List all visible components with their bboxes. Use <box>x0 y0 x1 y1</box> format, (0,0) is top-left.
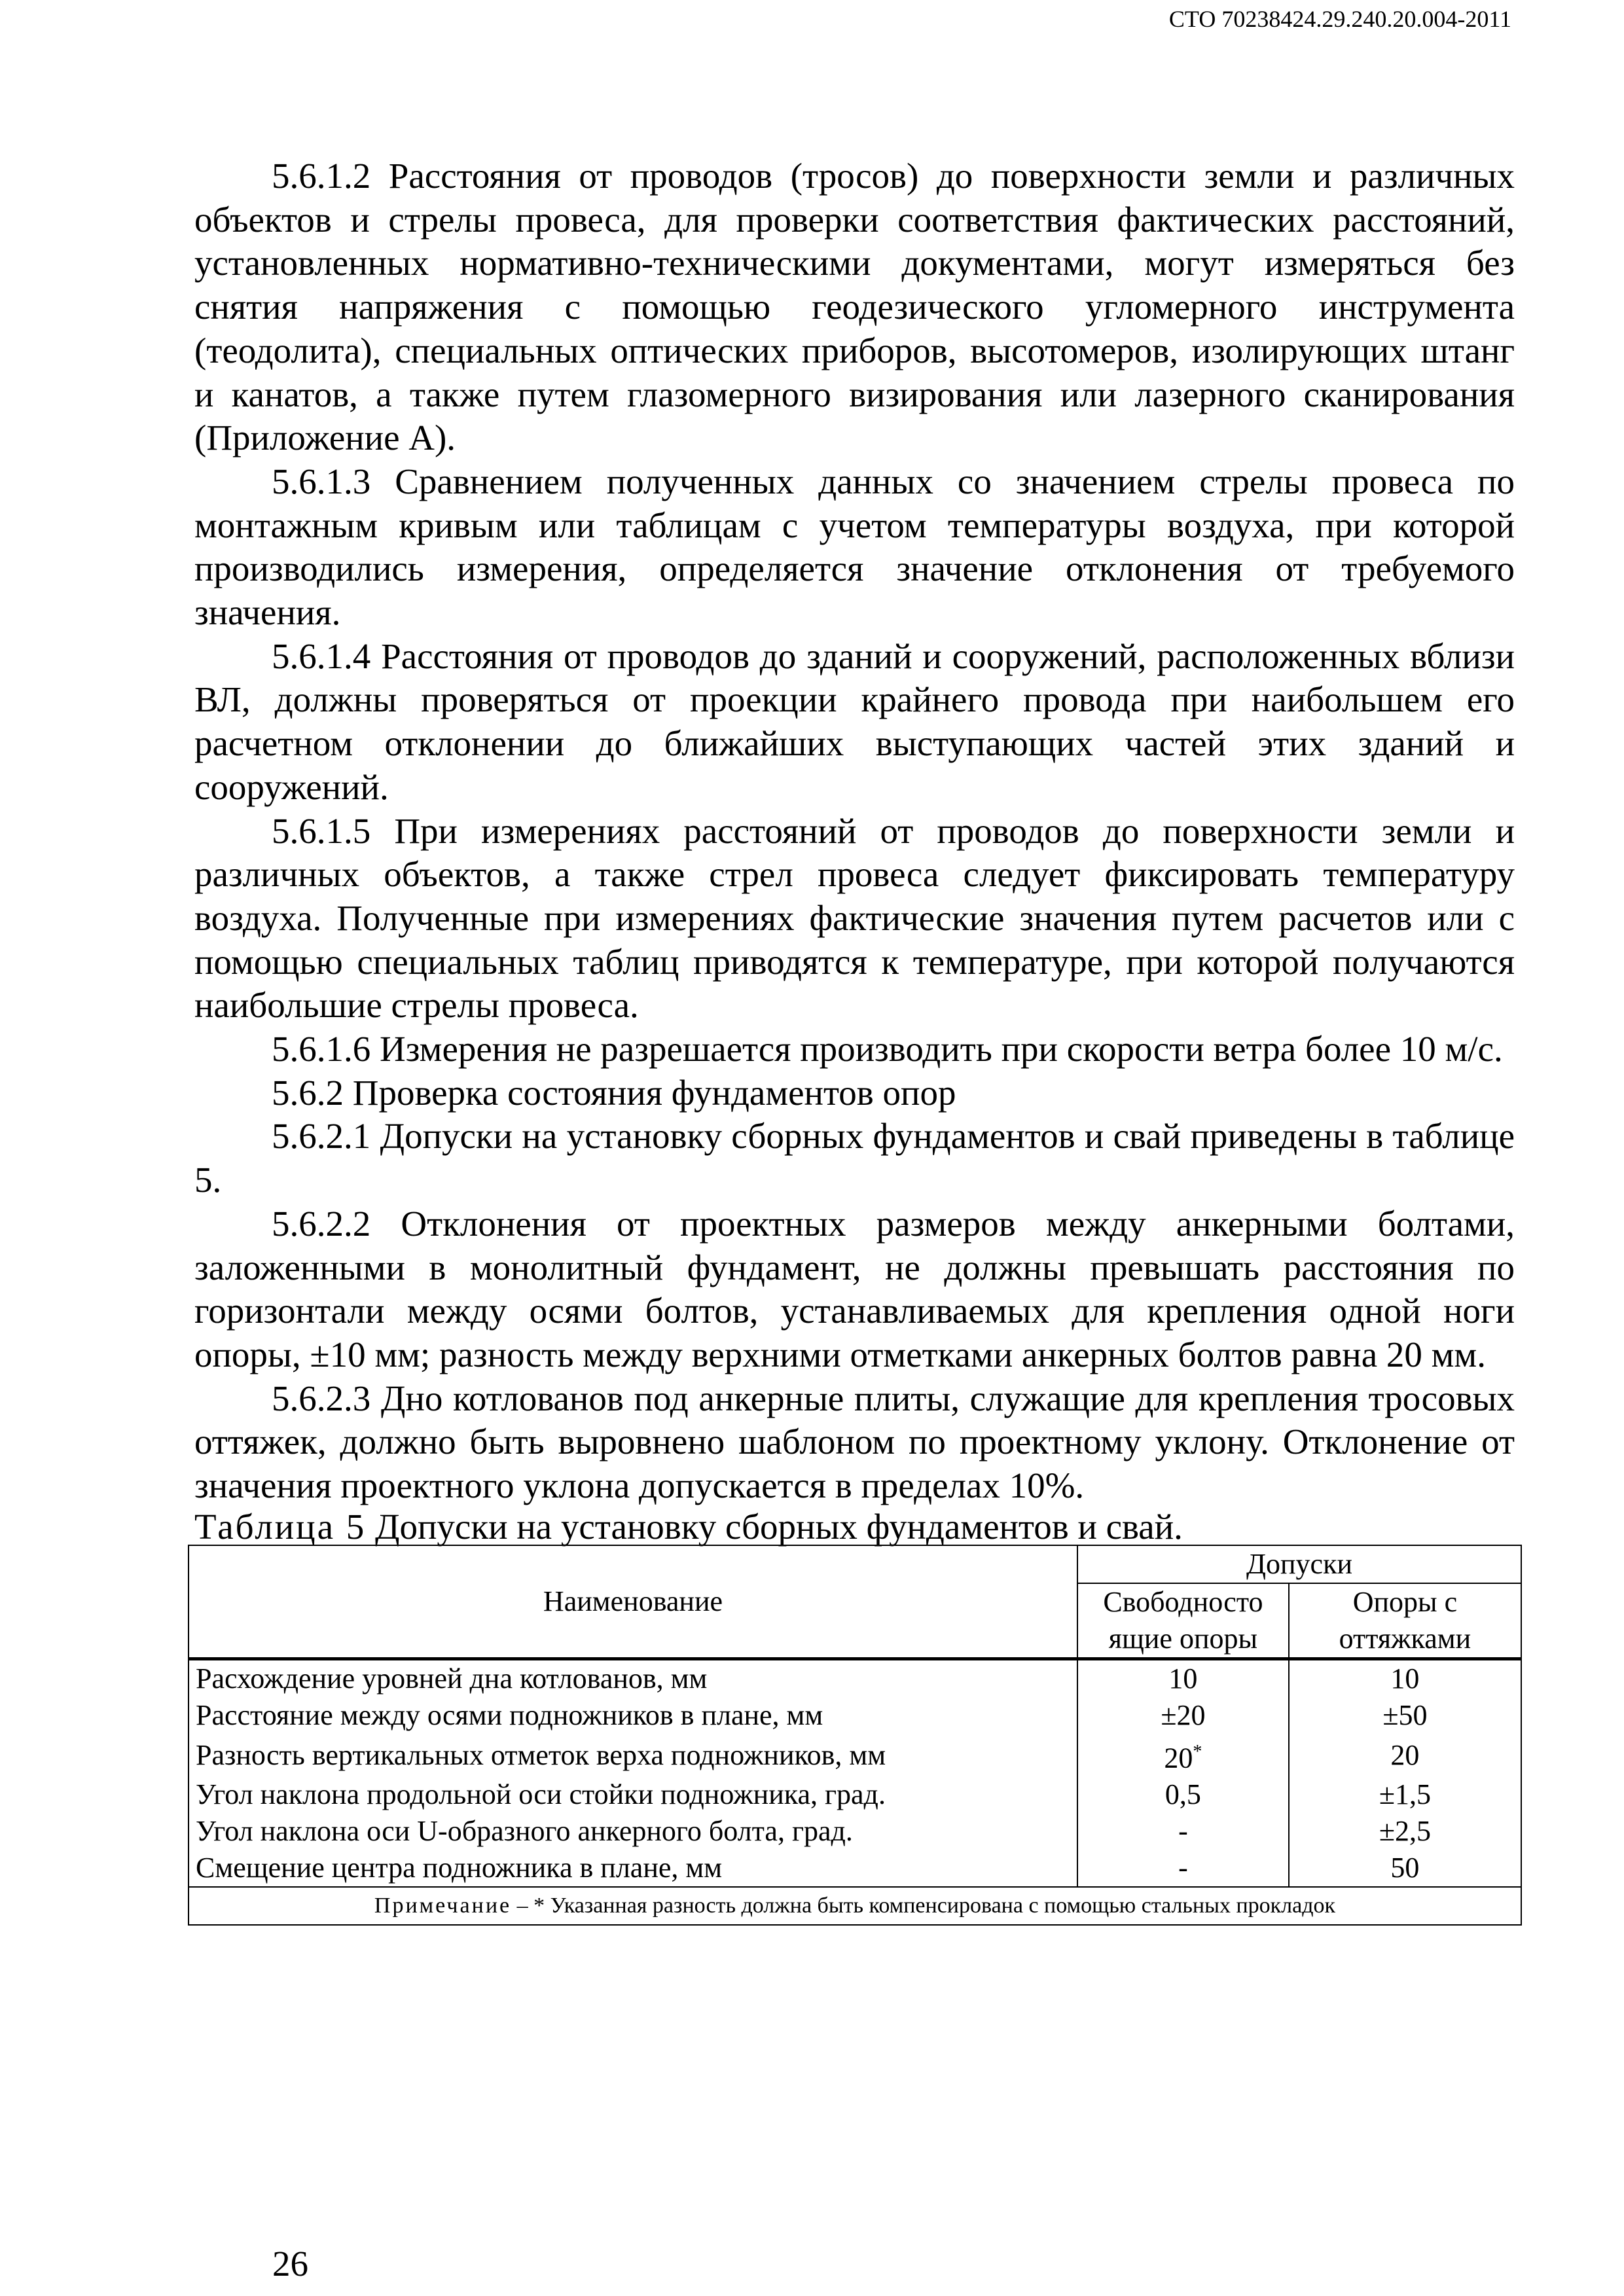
row-free-value: ±20 <box>1077 1697 1289 1734</box>
row-name: Смещение центра подножника в плане, мм <box>189 1850 1077 1887</box>
table-caption <box>194 1506 1515 1547</box>
tolerance-table <box>188 1545 1522 1926</box>
table-row <box>189 1850 1521 1887</box>
row-guyed-value: 50 <box>1289 1850 1521 1887</box>
document-body <box>194 154 1515 1926</box>
row-name: Разность вертикальных отметок верха подножников, мм <box>189 1734 1077 1777</box>
table-row <box>189 1734 1521 1777</box>
paragraph-5-6-2-3: 5.6.2.3 Дно котлованов под анкерные плиты, служащие для крепления тросовых оттяжек, должно быть выровнено шаблоном по проектному уклону. Отклонение от значения проектного уклона допускается в пределах 10%. <box>194 1378 1515 1506</box>
table-row <box>189 1697 1521 1734</box>
row-guyed-value: 20 <box>1289 1734 1521 1777</box>
page-number: 26 <box>272 2244 308 2284</box>
row-free-value: 10 <box>1077 1659 1289 1697</box>
row-name: Расхождение уровней дна котлованов, мм <box>189 1659 1077 1697</box>
paragraph-5-6-1-5: 5.6.1.5 При измерениях расстояний от проводов до поверхности земли и различных объектов, а также стрел провеса следует фиксировать температуру воздуха. Полученные при измерениях фактические значения путем расчетов или с помощью специальных таблиц приводятся к температуре, при которой получаются наибольшие стрелы провеса. <box>194 810 1515 1026</box>
row-free-value-text: 20 <box>1164 1742 1193 1774</box>
table-row <box>189 1659 1521 1697</box>
header-free-standing-1: Свободносто <box>1077 1583 1289 1621</box>
paragraph-5-6-2-2: 5.6.2.2 Отклонения от проектных размеров между анкерными болтами, заложенными в монолитный фундамент, не должны превышать расстояния по горизонтали между осями болтов, устанавливаемых для крепления одной ноги опоры, ±10 мм; разность между верхними отметками анкерных болтов равна 20 мм. <box>194 1203 1515 1374</box>
row-free-value: - <box>1077 1850 1289 1887</box>
document-code-header: СТО 70238424.29.240.20.004-2011 <box>1168 6 1511 32</box>
row-free-value <box>1077 1734 1289 1777</box>
row-guyed-value: ±1,5 <box>1289 1776 1521 1813</box>
table-row <box>189 1813 1521 1850</box>
table-note-label: Примечание <box>374 1893 512 1918</box>
header-guyed-2: оттяжками <box>1289 1621 1521 1659</box>
row-guyed-value: ±2,5 <box>1289 1813 1521 1850</box>
row-free-value: - <box>1077 1813 1289 1850</box>
row-name: Угол наклона оси U-образного анкерного болта, град. <box>189 1813 1077 1850</box>
row-guyed-value: ±50 <box>1289 1697 1521 1734</box>
row-free-value: 0,5 <box>1077 1776 1289 1813</box>
row-guyed-value: 10 <box>1289 1659 1521 1697</box>
paragraph-5-6-1-3: 5.6.1.3 Сравнением полученных данных со значением стрелы провеса по монтажным кривым или таблицам с учетом температуры воздуха, при которой производились измерения, определяется значение отклонения от требуемого значения. <box>194 461 1515 633</box>
table-note-text: – * Указанная разность должна быть компенсирована с помощью стальных прокладок <box>516 1893 1336 1918</box>
paragraph-5-6-2-1: 5.6.2.1 Допуски на установку сборных фундаментов и свай приведены в таблице 5. <box>194 1116 1515 1200</box>
table-row <box>189 1776 1521 1813</box>
row-name: Угол наклона продольной оси стойки подножника, град. <box>189 1776 1077 1813</box>
table-caption-text: Допуски на установку сборных фундаментов и свай. <box>374 1506 1183 1547</box>
header-free-standing-2: ящие опоры <box>1077 1621 1289 1659</box>
footnote-marker: * <box>1193 1741 1202 1762</box>
paragraph-5-6-1-2: 5.6.1.2 Расстояния от проводов (тросов) до поверхности земли и различных объектов и стрелы провеса, для проверки соответствия фактических расстояний, установленных нормативно-техническими документами, могут измеряться без снятия напряжения с помощью геодезического угломерного инструмента (теодолита), специальных оптических приборов, высотомеров, изолирующих штанг и канатов, а также путем глазомерного визирования или лазерного сканирования (Приложение А). <box>194 156 1515 458</box>
paragraph-5-6-1-6: 5.6.1.6 Измерения не разрешается производить при скорости ветра более 10 м/с. <box>272 1029 1503 1069</box>
row-name: Расстояние между осями подножников в плане, мм <box>189 1697 1077 1734</box>
header-guyed-1: Опоры с <box>1289 1583 1521 1621</box>
table-note-row <box>189 1887 1521 1925</box>
section-heading-5-6-2: 5.6.2 Проверка состояния фундаментов опор <box>272 1072 956 1113</box>
paragraph-5-6-1-4: 5.6.1.4 Расстояния от проводов до зданий и сооружений, расположенных вблизи ВЛ, должны проверяться от проекции крайнего провода при наибольшем его расчетном отклонении до ближайших выступающих частей этих зданий и сооружений. <box>194 636 1515 807</box>
header-name: Наименование <box>189 1545 1077 1659</box>
table-caption-label: Таблица 5 <box>194 1506 367 1547</box>
header-tolerances: Допуски <box>1077 1545 1521 1583</box>
table-note <box>189 1887 1521 1925</box>
